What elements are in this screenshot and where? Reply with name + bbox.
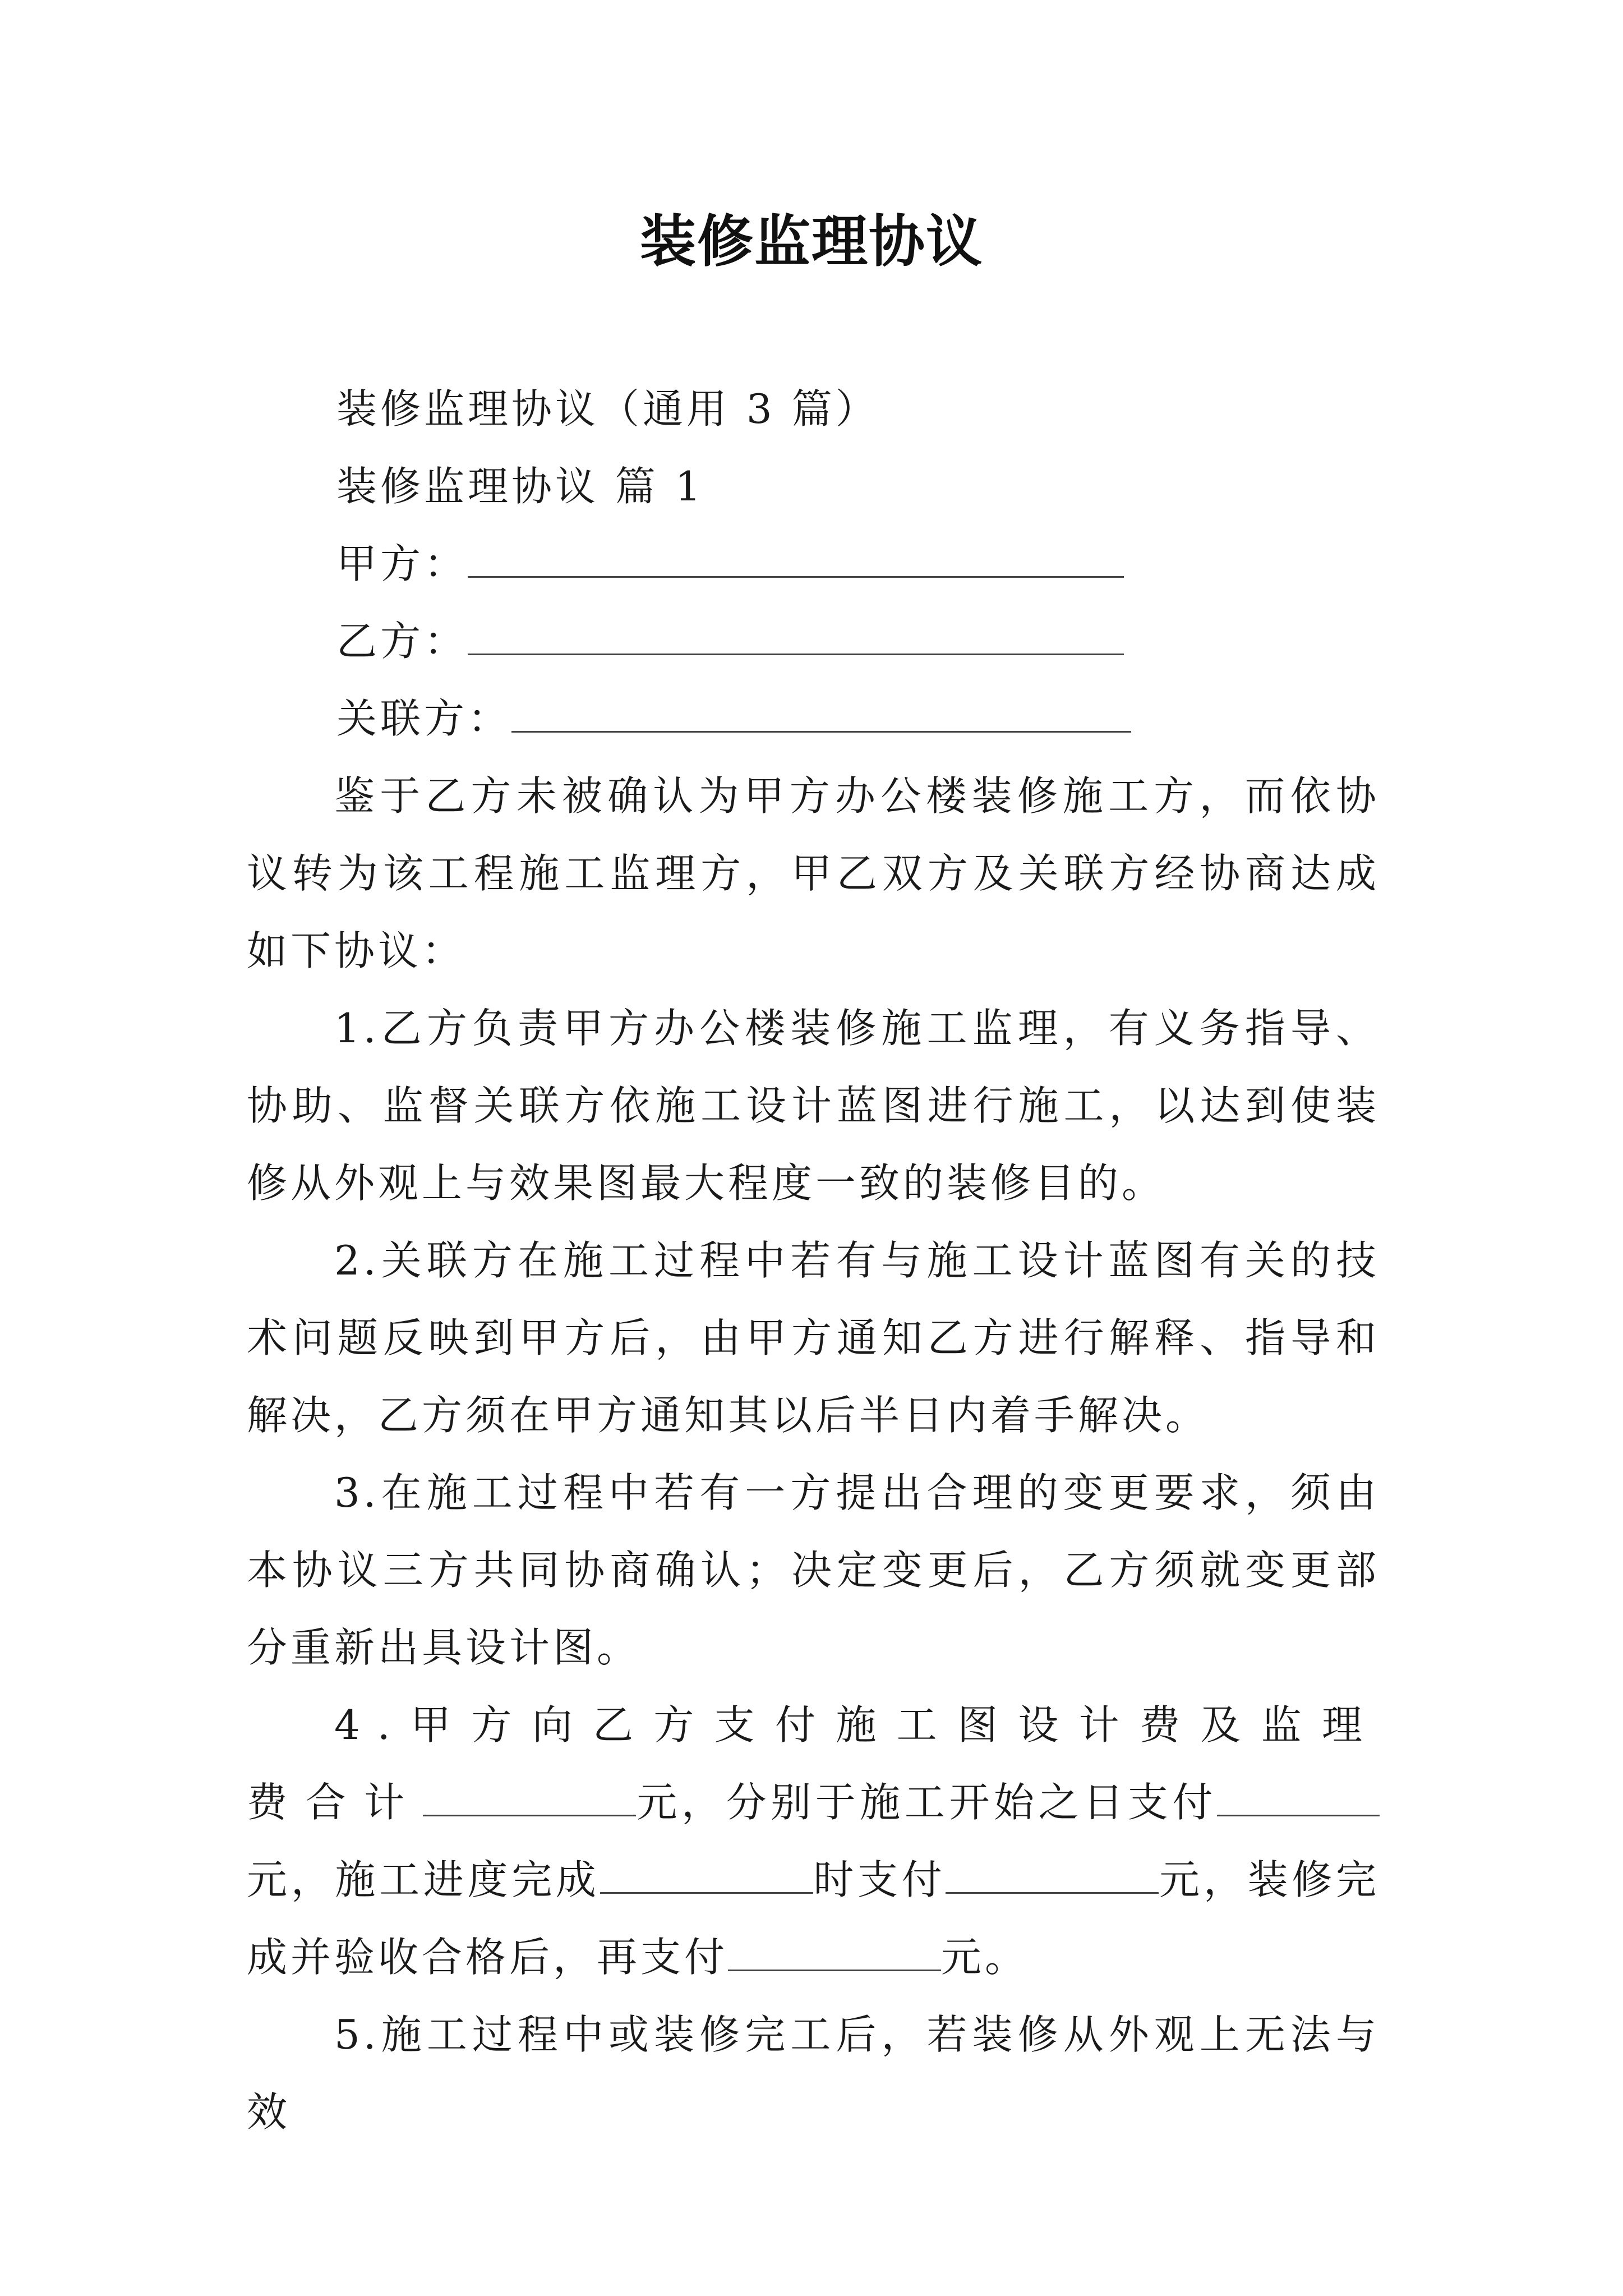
party-b-label: 乙方： bbox=[336, 618, 468, 665]
clause-2: 2.关联方在施工过程中若有与施工设计蓝图有关的技术问题反映到甲方后，由甲方通知乙方进行解释、指导和解决，乙方须在甲方通知其以后半日内着手解决。 bbox=[247, 1237, 1380, 1439]
document-subtitle: 装修监理协议（通用 3 篇） bbox=[336, 385, 879, 432]
document-body bbox=[247, 370, 1380, 2151]
clause-4-part-1: 4.甲方向乙方支付施工图设计费及监理费合计 bbox=[247, 1701, 1380, 1826]
party-b-line bbox=[247, 602, 1380, 680]
party-a-line bbox=[247, 525, 1380, 602]
related-party-blank bbox=[511, 692, 1131, 733]
total-fee-blank bbox=[423, 1779, 636, 1816]
clause-4-part-5: 元，装修完成并验收合格后，再支付 bbox=[247, 1856, 1380, 1981]
clause-4-part-2: 元，分别于施工开始之日支付 bbox=[635, 1779, 1217, 1826]
clause-5-start: 5.施工过程中或装修完工后，若装修从外观上无法与效 bbox=[247, 2011, 1380, 2136]
section-heading: 装修监理协议 篇 1 bbox=[336, 463, 704, 510]
party-a-blank bbox=[468, 537, 1124, 578]
clause-4-part-3: 元，施工进度完成 bbox=[247, 1856, 600, 1903]
clause-4-part-6: 元。 bbox=[941, 1934, 1029, 1981]
related-party-label: 关联方： bbox=[336, 695, 512, 742]
document-title: 装修监理协议 bbox=[640, 208, 983, 274]
second-payment-blank bbox=[946, 1856, 1159, 1894]
clause-4-part-4: 时支付 bbox=[813, 1856, 946, 1903]
first-payment-blank bbox=[1217, 1779, 1380, 1816]
related-party-line bbox=[247, 680, 1380, 757]
party-b-blank bbox=[468, 614, 1124, 655]
final-payment-blank bbox=[728, 1934, 941, 1971]
clause-1: 1.乙方负责甲方办公楼装修施工监理，有义务指导、协助、监督关联方依施工设计蓝图进行施工，以达到使装修从外观上与效果图最大程度一致的装修目的。 bbox=[247, 1005, 1380, 1207]
clause-4 bbox=[247, 1686, 1380, 1996]
party-a-label: 甲方： bbox=[336, 540, 468, 587]
clause-3: 3.在施工过程中若有一方提出合理的变更要求，须由本协议三方共同协商确认；决定变更后，乙方须就变更部分重新出具设计图。 bbox=[247, 1469, 1380, 1671]
intro-paragraph: 鉴于乙方未被确认为甲方办公楼装修施工方，而依协议转为该工程施工监理方，甲乙双方及关联方经协商达成如下协议： bbox=[247, 772, 1380, 974]
progress-blank bbox=[600, 1856, 813, 1894]
